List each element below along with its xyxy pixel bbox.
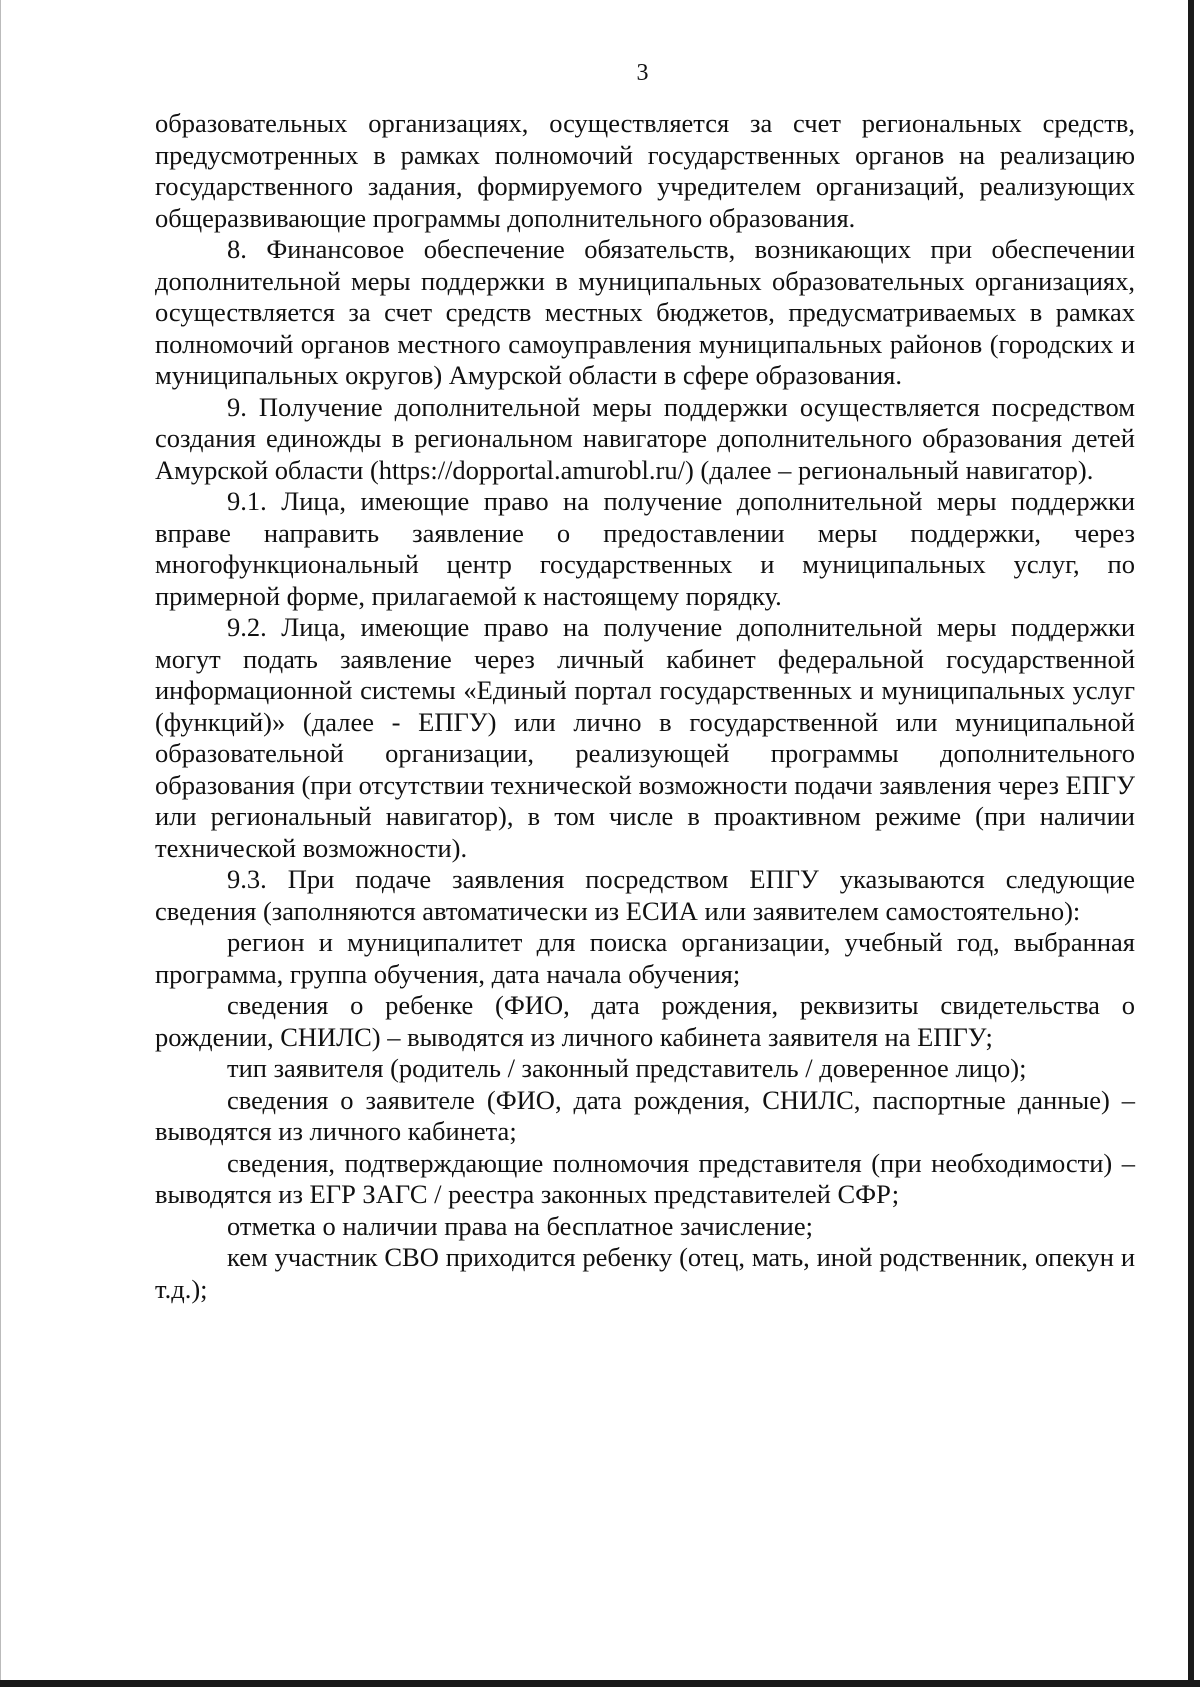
- list-item-region: регион и муниципалитет для поиска организации, учебный год, выбранная программа, группа обучения, дата начала обучения;: [155, 927, 1135, 989]
- paragraph-8: 8. Финансовое обеспечение обязательств, возникающих при обеспечении дополнительной меры поддержки в муниципальных образовательных организациях, осуществляется за счет средств местных бюджетов, предусматриваемых в рамках полномочий органов местного самоуправления муниципальных районов (городских и муниципальных округов) Амурской области в сфере образования.: [155, 234, 1135, 390]
- paragraph-9-3: 9.3. При подаче заявления посредством ЕПГУ указываются следующие сведения (заполняются автоматически из ЕСИА или заявителем самостоятельно):: [155, 864, 1135, 926]
- list-item-representative: сведения, подтверждающие полномочия представителя (при необходимости) – выводятся из ЕГР ЗАГС / реестра законных представителей СФР;: [155, 1147, 1135, 1209]
- scan-edge-right: [1188, 0, 1194, 1687]
- paragraph-9-1: 9.1. Лица, имеющие право на получение дополнительной меры поддержки вправе направить заявление о предоставлении меры поддержки, через многофункциональный центр государственных и муниципальных услуг, по примерной форме, прилагаемой к настоящему порядку.: [155, 486, 1135, 611]
- scan-edge-bottom: [0, 1680, 1200, 1687]
- list-item-child-info: сведения о ребенке (ФИО, дата рождения, реквизиты свидетельства о рождении, СНИЛС) – выводятся из личного кабинета заявителя на ЕПГУ;: [155, 990, 1135, 1052]
- page-number: 3: [636, 60, 649, 86]
- paragraph-9-2: 9.2. Лица, имеющие право на получение дополнительной меры поддержки могут подать заявление через личный кабинет федеральной государственной информационной системы «Единый портал государственных и муниципальных услуг (функций)» (далее - ЕПГУ) или лично в государственной или муниципальной образовательной организации, реализующей программы дополнительного образования (при отсутствии технической возможности подачи заявления через ЕПГУ или региональный навигатор), в том числе в проактивном режиме (при наличии технической возможности).: [155, 612, 1135, 863]
- list-item-free-enrollment: отметка о наличии права на бесплатное зачисление;: [227, 1210, 813, 1241]
- paragraph-9: 9. Получение дополнительной меры поддержки осуществляется посредством создания единожды в региональном навигаторе дополнительного образования детей Амурской области (https://dopportal.amurobl.ru/) (далее – региональный навигатор).: [155, 391, 1135, 485]
- scan-edge-left: [0, 0, 1, 1687]
- paragraph-continuation: образовательных организациях, осуществляется за счет региональных средств, предусмотренных в рамках полномочий государственных органов на реализацию государственного задания, формируемого учредителем организаций, реализующих общеразвивающие программы дополнительного образования.: [155, 108, 1135, 233]
- list-item-applicant-info: сведения о заявителе (ФИО, дата рождения, СНИЛС, паспортные данные) – выводятся из личного кабинета;: [155, 1084, 1135, 1146]
- list-item-applicant-type: тип заявителя (родитель / законный представитель / доверенное лицо);: [227, 1053, 1027, 1083]
- list-item-svo-relation: кем участник СВО приходится ребенку (отец, мать, иной родственник, опекун и т.д.);: [155, 1242, 1135, 1304]
- document-body: [155, 108, 1135, 1305]
